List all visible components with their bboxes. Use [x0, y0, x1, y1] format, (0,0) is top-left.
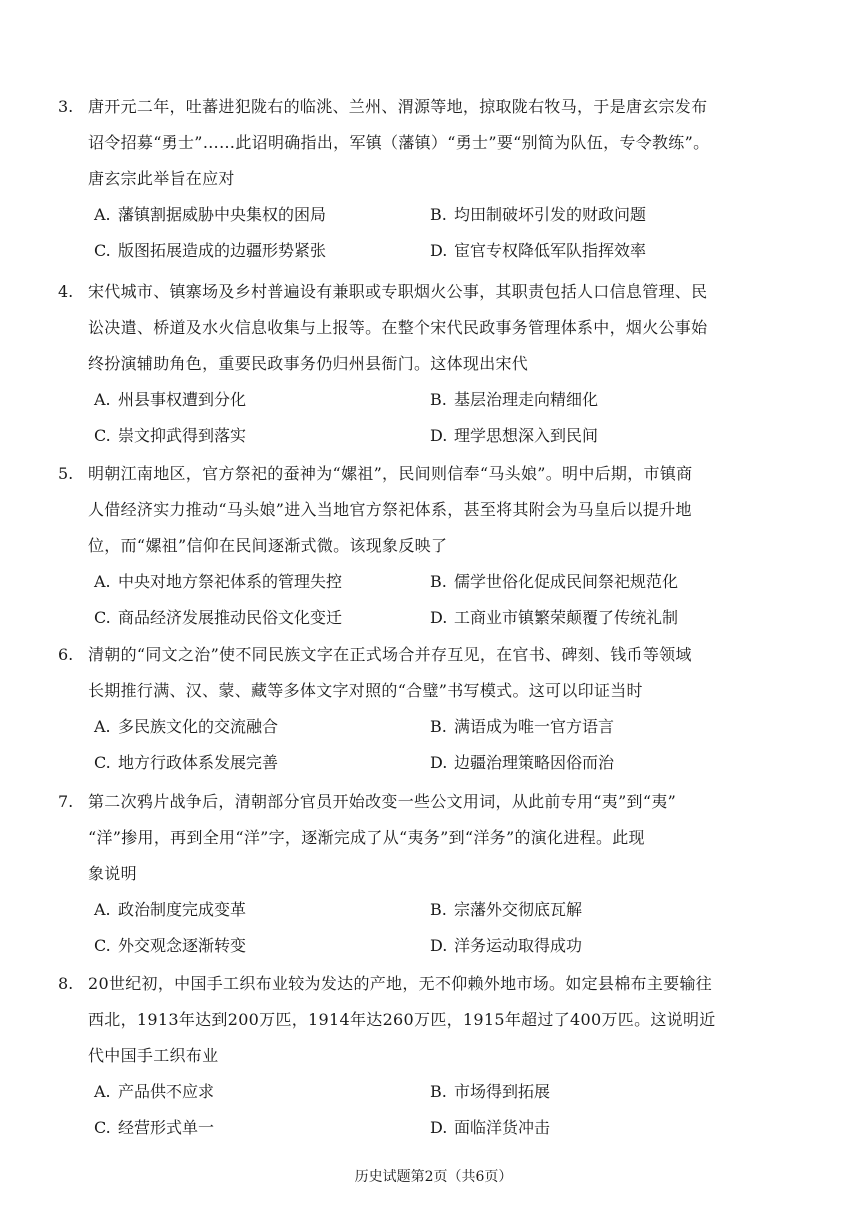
option-a: A. 中央对地方祭祀体系的管理失控	[94, 572, 343, 591]
question-stem	[88, 637, 838, 709]
option-a: A. 多民族文化的交流融合	[94, 717, 279, 736]
question-number: 3.	[58, 97, 74, 116]
stem-line: 讼决遣、桥道及水火信息收集与上报等。在整个宋代民政事务管理体系中，烟火公事始	[88, 318, 708, 337]
options	[94, 564, 838, 636]
question-4	[58, 274, 838, 454]
question-number: 8.	[58, 974, 74, 993]
stem-line: 明朝江南地区，官方祭祀的蚕神为“嫘祖”，民间则信奉“马头娘”。明中后期，市镇商	[88, 464, 693, 483]
stem-line: 唐开元二年，吐蕃进犯陇右的临洮、兰州、渭源等地，掠取陇右牧马，于是唐玄宗发布	[88, 97, 708, 116]
stem-line: 位，而“嫘祖”信仰在民间逐渐式微。该现象反映了	[88, 536, 448, 555]
options	[94, 1074, 838, 1146]
question-5	[58, 456, 838, 636]
option-d: D. 洋务运动取得成功	[430, 936, 583, 955]
question-number: 5.	[58, 464, 74, 483]
option-b: B. 满语成为唯一官方语言	[430, 717, 615, 736]
options	[94, 892, 838, 964]
question-stem	[88, 784, 838, 892]
page-footer: 历史试题第2页（共6页）	[354, 1169, 513, 1185]
question-8	[58, 966, 838, 1146]
question-6	[58, 637, 838, 781]
stem-line: 20世纪初，中国手工织布业较为发达的产地，无不仰赖外地市场。如定县棉布主要输往	[88, 974, 713, 993]
question-stem	[88, 966, 838, 1074]
stem-line: 宋代城市、镇寨场及乡村普遍设有兼职或专职烟火公事，其职责包括人口信息管理、民	[88, 282, 708, 301]
stem-line: 代中国手工织布业	[88, 1046, 219, 1065]
question-number: 4.	[58, 282, 74, 301]
question-number: 7.	[58, 792, 74, 811]
question-stem	[88, 456, 838, 564]
option-d: D. 工商业市镇繁荣颠覆了传统礼制	[430, 608, 679, 627]
question-3	[58, 89, 838, 269]
question-stem	[88, 89, 838, 197]
question-stem	[88, 274, 838, 382]
option-b: B. 儒学世俗化促成民间祭祀规范化	[430, 572, 679, 591]
stem-line: “洋”掺用，再到全用“洋”字，逐渐完成了从“夷务”到“洋务”的演化进程。此现	[88, 828, 645, 847]
option-a: A. 产品供不应求	[94, 1082, 215, 1101]
option-d: D. 边疆治理策略因俗而治	[430, 753, 615, 772]
option-a: A. 政治制度完成变革	[94, 900, 247, 919]
option-a: A. 州县事权遭到分化	[94, 390, 247, 409]
stem-line: 唐玄宗此举旨在应对	[88, 169, 235, 188]
stem-line: 人借经济实力推动“马头娘”进入当地官方祭祀体系，甚至将其附会为马皇后以提升地	[88, 500, 692, 519]
options	[94, 197, 838, 269]
options	[94, 382, 838, 454]
option-b: B. 均田制破坏引发的财政问题	[430, 205, 647, 224]
question-7	[58, 784, 838, 964]
stem-line: 清朝的“同文之治”使不同民族文字在正式场合并存互见，在官书、碑刻、钱币等领域	[88, 645, 692, 664]
option-b: B. 宗藩外交彻底瓦解	[430, 900, 583, 919]
stem-line: 西北，1913年达到200万匹，1914年达260万匹，1915年超过了400万匹。这说明近	[88, 1010, 716, 1029]
option-d: D. 理学思想深入到民间	[430, 426, 599, 445]
question-number: 6.	[58, 645, 74, 664]
option-c: C. 版图拓展造成的边疆形势紧张	[94, 241, 327, 260]
option-c: C. 商品经济发展推动民俗文化变迁	[94, 608, 343, 627]
option-d: D. 宦官专权降低军队指挥效率	[430, 241, 647, 260]
option-c: C. 外交观念逐渐转变	[94, 936, 247, 955]
stem-line: 终扮演辅助角色，重要民政事务仍归州县衙门。这体现出宋代	[88, 354, 529, 373]
stem-line: 诏令招募“勇士”……此诏明确指出，军镇（藩镇）“勇士”要“别简为队伍，专令教练”。	[88, 133, 710, 152]
option-a: A. 藩镇割据威胁中央集权的困局	[94, 205, 327, 224]
stem-line: 象说明	[88, 864, 137, 883]
option-b: B. 基层治理走向精细化	[430, 390, 599, 409]
option-c: C. 经营形式单一	[94, 1118, 215, 1137]
option-d: D. 面临洋货冲击	[430, 1118, 551, 1137]
stem-line: 第二次鸦片战争后，清朝部分官员开始改变一些公文用词，从此前专用“夷”到“夷”	[88, 792, 677, 811]
options	[94, 709, 838, 781]
option-c: C. 崇文抑武得到落实	[94, 426, 247, 445]
stem-line: 长期推行满、汉、蒙、藏等多体文字对照的“合璧”书写模式。这可以印证当时	[88, 681, 643, 700]
option-c: C. 地方行政体系发展完善	[94, 753, 279, 772]
option-b: B. 市场得到拓展	[430, 1082, 551, 1101]
